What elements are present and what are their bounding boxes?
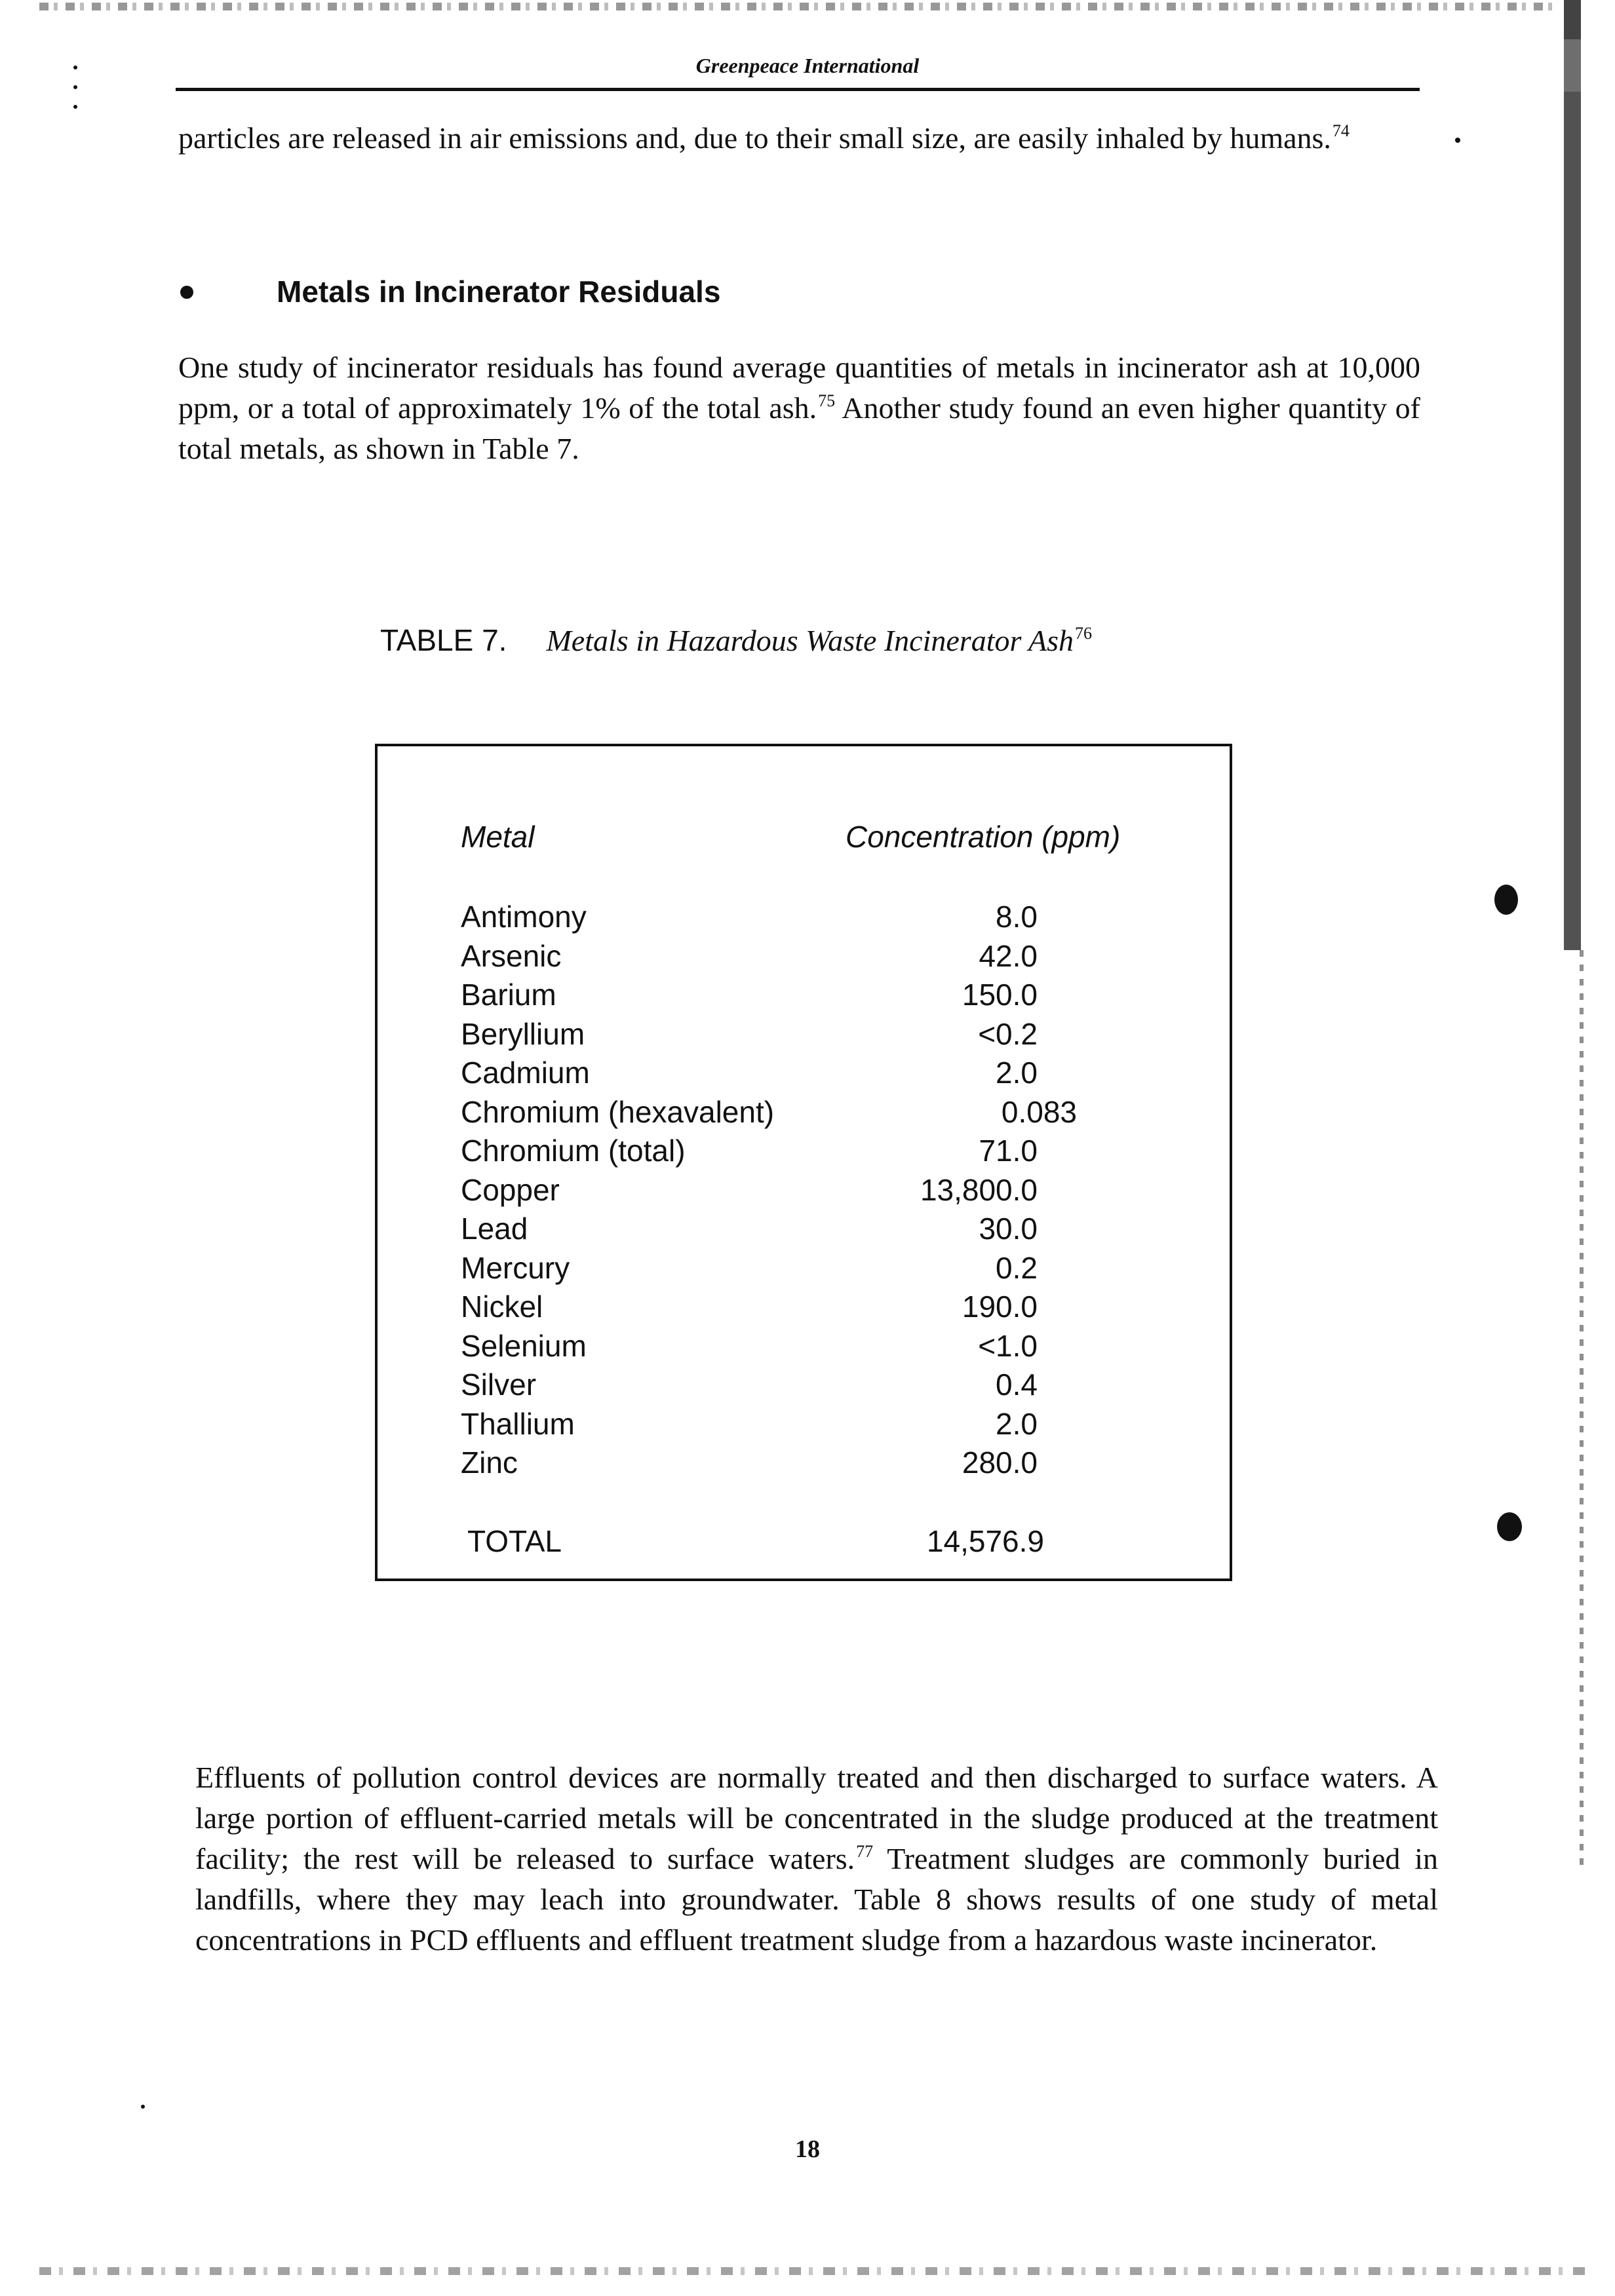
closing-text-b: Treatment sludges are commonly buried in landfills, where they may leach into groundwater. Table 8 shows results of one study of metal concentrations in PCD effluents and effluent treatment sludge from a hazardous waste incinerator. xyxy=(195,1842,1438,1957)
table-row xyxy=(461,1210,1116,1249)
concentration-value: 280.0 xyxy=(962,1445,1038,1480)
section-text-b: Another study found an even higher quantity of total metals, as shown in Table 7. xyxy=(178,391,1420,465)
concentration-value: <0.2 xyxy=(978,1016,1038,1051)
metal-name: Selenium xyxy=(461,1328,587,1363)
table-row xyxy=(461,1249,1116,1288)
concentration-value: 42.0 xyxy=(979,938,1038,973)
concentration-value: 2.0 xyxy=(996,1406,1038,1441)
metal-name: Chromium (total) xyxy=(461,1134,686,1168)
table-row xyxy=(461,898,1116,937)
footnote-ref: 75 xyxy=(818,391,836,410)
table-row xyxy=(461,937,1116,976)
metal-name: Thallium xyxy=(461,1406,575,1441)
metal-name: Beryllium xyxy=(461,1016,585,1051)
scan-artifact-right-edge-lower xyxy=(1580,950,1584,1867)
metal-name: Mercury xyxy=(461,1250,570,1285)
scan-speck xyxy=(73,85,77,89)
metal-name: Nickel xyxy=(461,1290,543,1324)
table-row xyxy=(461,976,1116,1015)
table-row xyxy=(461,1405,1116,1444)
metal-name: Barium xyxy=(461,978,556,1012)
page-number: 18 xyxy=(795,2135,820,2163)
scan-speck xyxy=(1497,1512,1522,1541)
table-row xyxy=(461,1093,1116,1132)
footnote-ref: 76 xyxy=(1075,624,1093,643)
footnote-ref: 74 xyxy=(1332,121,1350,140)
scan-artifact-top xyxy=(39,3,1560,10)
scan-speck xyxy=(73,105,77,109)
scan-speck xyxy=(1455,138,1460,143)
bullet-icon xyxy=(180,286,193,299)
section-text-a: One study of incinerator residuals has found average quantities of metals in incinerator ash at 10,000 ppm, or a total of approximately 1% of the total ash. xyxy=(178,351,1420,425)
scan-artifact-bottom xyxy=(39,2267,1586,2275)
metal-name: Silver xyxy=(461,1368,537,1402)
concentration-value: 71.0 xyxy=(979,1134,1038,1168)
section-paragraph xyxy=(178,347,1420,469)
header-rule xyxy=(176,88,1420,91)
concentration-value: 30.0 xyxy=(979,1212,1038,1246)
concentration-value: 13,800.0 xyxy=(920,1172,1038,1207)
metal-name: Zinc xyxy=(461,1445,518,1480)
intro-paragraph xyxy=(178,118,1420,159)
metal-name: Arsenic xyxy=(461,938,562,973)
metal-name: Lead xyxy=(461,1212,528,1246)
concentration-value: 190.0 xyxy=(962,1290,1038,1324)
table-row xyxy=(461,1366,1116,1405)
total-label: TOTAL xyxy=(467,1524,562,1558)
table-row xyxy=(461,1327,1116,1366)
footnote-ref: 77 xyxy=(856,1842,874,1861)
metal-name: Antimony xyxy=(461,900,587,934)
concentration-value: 8.0 xyxy=(996,900,1038,934)
closing-paragraph xyxy=(195,1757,1438,1961)
scan-artifact-right-edge xyxy=(1564,0,1581,950)
concentration-value: 2.0 xyxy=(996,1056,1038,1090)
metal-name: Cadmium xyxy=(461,1056,590,1090)
scan-speck xyxy=(141,2105,145,2109)
concentration-value: 0.083 xyxy=(1001,1094,1077,1129)
table-label: TABLE 7. xyxy=(380,623,507,657)
table-title: Metals in Hazardous Waste Incinerator Ash xyxy=(546,624,1074,657)
total-value: 14,576.9 xyxy=(926,1524,1044,1558)
table-row xyxy=(461,1171,1116,1210)
table-row xyxy=(461,1288,1116,1327)
concentration-value: <1.0 xyxy=(978,1328,1038,1363)
closing-text-a: Effluents of pollution control devices are normally treated and then discharged to surface waters. A large portion of effluent-carried metals will be concentrated in the sludge produced at the treatment facility; the rest will be released to surface waters. xyxy=(195,1761,1438,1875)
concentration-value: 150.0 xyxy=(962,978,1038,1012)
concentration-value: 0.4 xyxy=(996,1368,1038,1402)
table-body xyxy=(461,898,1116,1483)
intro-text: particles are released in air emissions and, due to their small size, are easily inhaled by humans. xyxy=(178,121,1331,155)
scan-speck xyxy=(1494,885,1518,915)
table-total-row xyxy=(467,1521,1044,1561)
metal-name: Chromium (hexavalent) xyxy=(461,1094,775,1129)
running-header: Greenpeace International xyxy=(695,54,920,77)
section-heading: Metals in Incinerator Residuals xyxy=(277,275,721,309)
table-row xyxy=(461,1054,1116,1093)
table-row xyxy=(461,1444,1116,1483)
column-header-metal: Metal xyxy=(461,820,535,854)
table-row xyxy=(461,1132,1116,1171)
table-row xyxy=(461,1015,1116,1054)
column-header-concentration: Concentration (ppm) xyxy=(846,820,1121,854)
concentration-value: 0.2 xyxy=(996,1250,1038,1285)
metal-name: Copper xyxy=(461,1172,560,1207)
table-caption xyxy=(380,622,1092,658)
